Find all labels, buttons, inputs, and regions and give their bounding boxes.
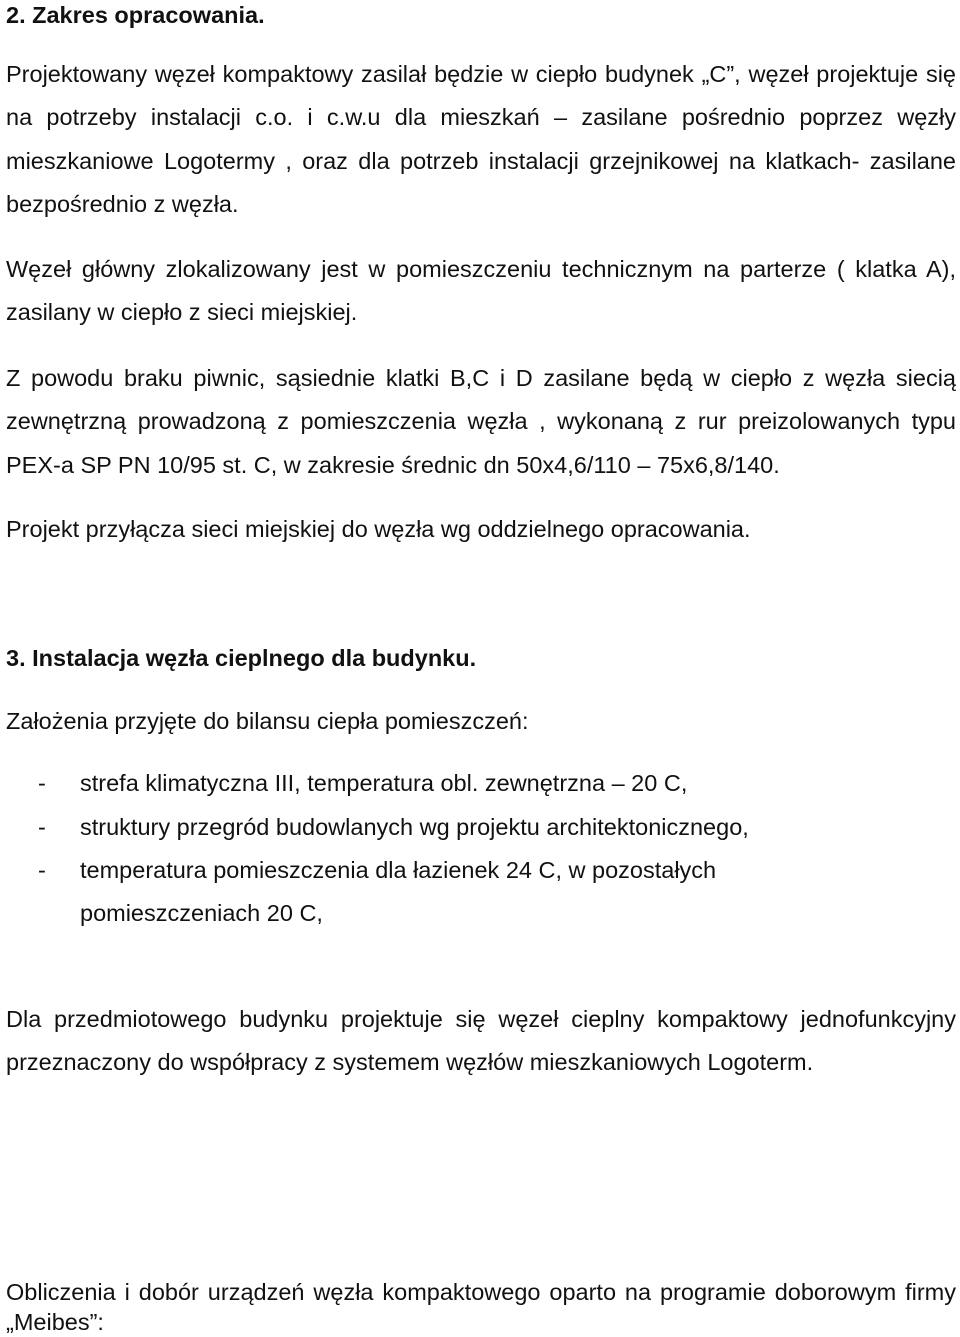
- paragraph-connection: Projekt przyłącza sieci miejskiej do węzła wg oddzielnego opracowania.: [6, 516, 751, 542]
- assumption-text: struktury przegród budowlanych wg projektu architektonicznego,: [80, 814, 749, 840]
- assumption-text: strefa klimatyczna III, temperatura obl. zewnętrzna – 20 C,: [80, 770, 688, 796]
- list-dash: -: [38, 814, 46, 840]
- paragraph-calculations: Obliczenia i dobór urządzeń węzła kompaktowego oparto na programie doborowym firmy „Meibes”:: [6, 1279, 956, 1335]
- paragraph-node-design: Dla przedmiotowego budynku projektuje się węzeł cieplny kompaktowy jednofunkcyjny przeznaczony do współpracy z systemem węzłów mieszkaniowych Logoterm.: [6, 1006, 956, 1076]
- list-dash: -: [38, 770, 46, 796]
- assumption-text: temperatura pomieszczenia dla łazienek 24 C, w pozostałych pomieszczeniach 20 C,: [80, 857, 717, 927]
- paragraph-network: Z powodu braku piwnic, sąsiednie klatki B,C i D zasilane będą w ciepło z węzła siecią zewnętrzną prowadzoną z pomieszczenia węzła , wykonaną z rur preizolowanych typu PEX-a SP PN 10/95 st. C, w zakresie średnic dn 50x4,6/110 – 75x6,8/140.: [6, 365, 956, 478]
- section-2-heading: 2. Zakres opracowania.: [6, 2, 265, 28]
- paragraph-main-node: Węzeł główny zlokalizowany jest w pomieszczeniu technicznym na parterze ( klatka A), zasilany w ciepło z sieci miejskiej.: [6, 256, 956, 326]
- section-3-heading: 3. Instalacja węzła cieplnego dla budynku.: [6, 645, 477, 671]
- assumptions-intro: Założenia przyjęte do bilansu ciepła pomieszczeń:: [6, 708, 529, 734]
- list-dash: -: [38, 857, 46, 883]
- paragraph-scope: Projektowany węzeł kompaktowy zasilał będzie w ciepło budynek „C”, węzeł projektuje się na potrzeby instalacji c.o. i c.w.u dla mieszkań – zasilane pośrednio poprzez węzły mieszkaniowe Logotermy , oraz dla potrzeb instalacji grzejnikowej na klatkach- zasilane bezpośrednio z węzła.: [6, 61, 956, 218]
